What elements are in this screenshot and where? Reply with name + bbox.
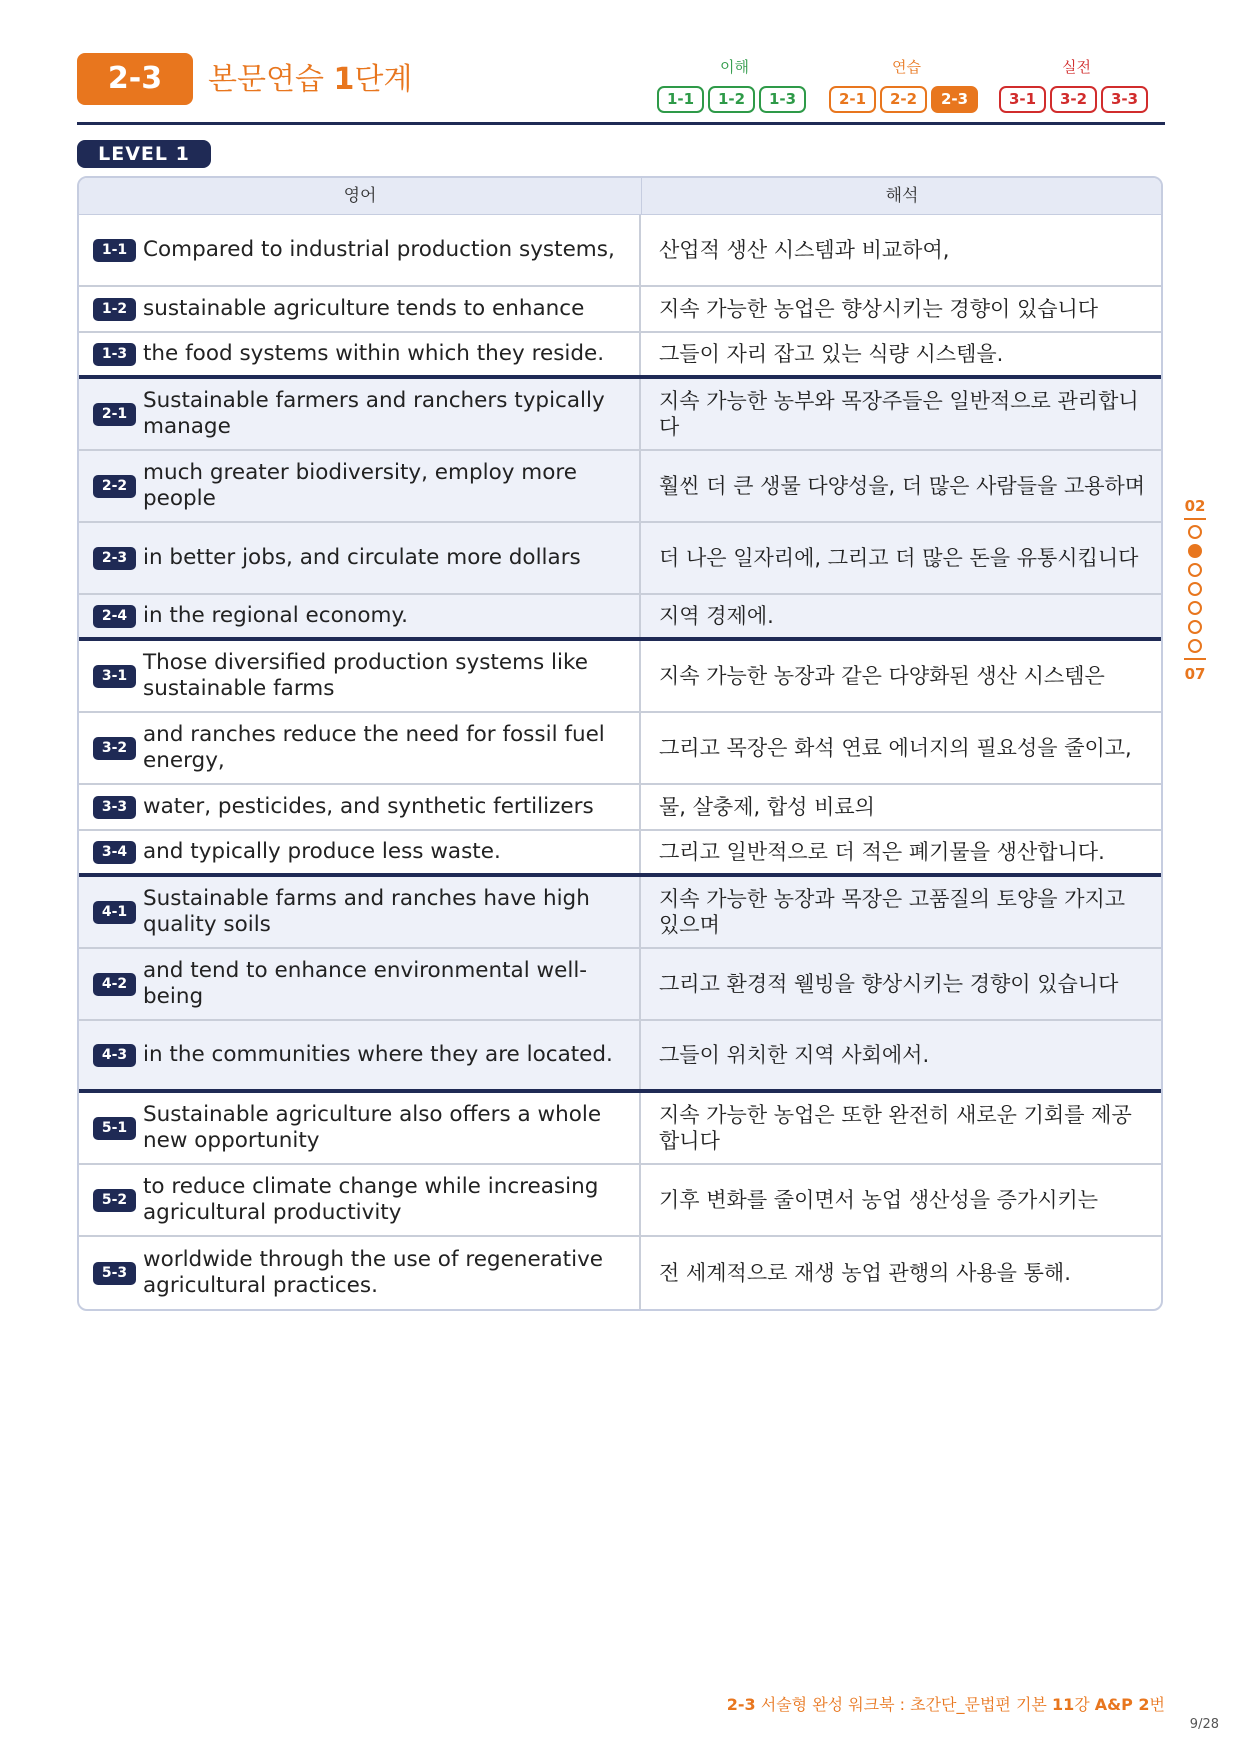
table-row	[79, 1237, 1161, 1309]
stage-chip-2-1[interactable]: 2-1	[829, 86, 876, 113]
table-row	[79, 595, 1161, 641]
korean-translation: 그리고 일반적으로 더 적은 폐기물을 생산합니다.	[659, 840, 1105, 864]
progress-dot[interactable]	[1188, 601, 1202, 615]
stage-chip-1-1[interactable]: 1-1	[657, 86, 704, 113]
english-sentence: and tend to enhance environmental well-being	[143, 958, 588, 1009]
page-title: 본문연습 1단계	[208, 62, 413, 97]
table-row	[79, 831, 1161, 877]
korean-translation: 물, 살충제, 합성 비료의	[659, 795, 875, 819]
korean-translation: 지속 가능한 농업은 향상시키는 경향이 있습니다	[659, 297, 1099, 321]
stage-chip-3-3[interactable]: 3-3	[1101, 86, 1148, 113]
sentence-number: 2-4	[93, 605, 136, 628]
korean-translation: 그들이 자리 잡고 있는 식량 시스템을.	[659, 342, 1004, 366]
sentence-number: 4-3	[93, 1044, 136, 1067]
sentence-number: 3-1	[93, 665, 136, 688]
stage-label: 연습	[892, 58, 921, 76]
korean-translation: 기후 변화를 줄이면서 농업 생산성을 증가시키는	[659, 1188, 1099, 1212]
table-row	[79, 641, 1161, 713]
progress-start-label: 02	[1184, 497, 1206, 515]
stage-chip-1-2[interactable]: 1-2	[708, 86, 755, 113]
table-row	[79, 1021, 1161, 1093]
progress-dot[interactable]	[1188, 620, 1202, 634]
korean-translation: 지역 경제에.	[659, 604, 774, 628]
english-sentence: worldwide through the use of regenerative agricultural practices.	[143, 1247, 604, 1298]
stage-chip-3-2[interactable]: 3-2	[1050, 86, 1097, 113]
table-row	[79, 1165, 1161, 1237]
table-row	[79, 877, 1161, 949]
english-sentence: water, pesticides, and synthetic fertilizers	[143, 794, 594, 819]
progress-end-label: 07	[1184, 665, 1206, 683]
stage-chip-1-3[interactable]: 1-3	[759, 86, 806, 113]
english-sentence: the food systems within which they reside.	[143, 341, 605, 366]
english-sentence: sustainable agriculture tends to enhance	[143, 296, 585, 321]
table-row	[79, 523, 1161, 595]
table-header	[79, 178, 1161, 215]
section-badge: 2-3	[77, 53, 193, 105]
stage-label: 이해	[720, 58, 749, 76]
table-row	[79, 287, 1161, 333]
english-sentence: much greater biodiversity, employ more people	[143, 460, 577, 511]
sentence-number: 1-3	[93, 343, 136, 366]
progress-divider	[1184, 518, 1206, 520]
english-sentence: Sustainable farms and ranches have high quality soils	[143, 886, 590, 937]
header-divider	[77, 122, 1165, 125]
footer-title: 2-3 서술형 완성 워크북 : 초간단_문법편 기본 11강 A&P 2번	[726, 1695, 1165, 1714]
level-badge: LEVEL 1	[77, 140, 211, 168]
progress-dot[interactable]	[1188, 582, 1202, 596]
sentence-number: 4-2	[93, 973, 136, 996]
table-row	[79, 215, 1161, 287]
sentence-number: 1-2	[93, 298, 136, 321]
stage-label: 실전	[1062, 58, 1091, 76]
table-row	[79, 451, 1161, 523]
english-sentence: and ranches reduce the need for fossil fuel energy,	[143, 722, 605, 773]
english-sentence: and typically produce less waste.	[143, 839, 501, 864]
korean-translation: 더 나은 일자리에, 그리고 더 많은 돈을 유통시킵니다	[659, 546, 1139, 570]
sentence-number: 2-3	[93, 547, 136, 570]
korean-translation: 전 세계적으로 재생 농업 관행의 사용을 통해.	[659, 1261, 1071, 1285]
table-row	[79, 333, 1161, 379]
korean-translation: 지속 가능한 농업은 또한 완전히 새로운 기회를 제공합니다	[659, 1103, 1132, 1153]
table-row	[79, 949, 1161, 1021]
sentence-number: 2-1	[93, 403, 136, 426]
english-sentence: in the regional economy.	[143, 603, 408, 628]
progress-divider	[1184, 658, 1206, 660]
english-sentence: Sustainable agriculture also offers a whole new opportunity	[143, 1102, 602, 1153]
sentence-number: 5-2	[93, 1189, 136, 1212]
sentence-number: 5-1	[93, 1117, 136, 1140]
sentence-number: 3-3	[93, 796, 136, 819]
table-row	[79, 379, 1161, 451]
sentence-number: 2-2	[93, 475, 136, 498]
english-sentence: in better jobs, and circulate more dollars	[143, 545, 581, 570]
korean-translation: 산업적 생산 시스템과 비교하여,	[659, 238, 950, 262]
korean-translation: 지속 가능한 농장과 목장은 고품질의 토양을 가지고 있으며	[659, 887, 1126, 937]
progress-dot[interactable]	[1188, 563, 1202, 577]
page-number: 9/28	[1189, 1717, 1219, 1732]
sentence-number: 4-1	[93, 901, 136, 924]
translation-table	[77, 176, 1163, 1311]
column-header-english: 영어	[79, 178, 642, 214]
stage-chip-2-2[interactable]: 2-2	[880, 86, 927, 113]
table-row	[79, 785, 1161, 831]
sentence-number: 1-1	[93, 239, 136, 262]
english-sentence: in the communities where they are located.	[143, 1042, 613, 1067]
sentence-number: 3-2	[93, 737, 136, 760]
english-sentence: to reduce climate change while increasing agricultural productivity	[143, 1174, 599, 1225]
column-header-korean: 해석	[885, 186, 919, 206]
table-row	[79, 713, 1161, 785]
english-sentence: Compared to industrial production systems,	[143, 237, 615, 262]
korean-translation: 그리고 목장은 화석 연료 에너지의 필요성을 줄이고,	[659, 736, 1132, 760]
stage-chip-2-3[interactable]: 2-3	[931, 86, 978, 113]
progress-dot[interactable]	[1188, 639, 1202, 653]
sentence-number: 5-3	[93, 1262, 136, 1285]
english-sentence: Sustainable farmers and ranchers typically manage	[143, 388, 605, 439]
english-sentence: Those diversified production systems like sustainable farms	[143, 650, 588, 701]
sentence-number: 3-4	[93, 841, 136, 864]
korean-translation: 지속 가능한 농장과 같은 다양화된 생산 시스템은	[659, 664, 1105, 688]
progress-dot[interactable]	[1188, 525, 1202, 539]
korean-translation: 지속 가능한 농부와 목장주들은 일반적으로 관리합니다	[659, 389, 1139, 439]
stage-chip-3-1[interactable]: 3-1	[999, 86, 1046, 113]
korean-translation: 그리고 환경적 웰빙을 향상시키는 경향이 있습니다	[659, 972, 1119, 996]
korean-translation: 그들이 위치한 지역 사회에서.	[659, 1043, 930, 1067]
korean-translation: 훨씬 더 큰 생물 다양성을, 더 많은 사람들을 고용하며	[659, 474, 1146, 498]
section-progress-nav	[1180, 497, 1210, 683]
progress-dot-active[interactable]	[1188, 544, 1202, 558]
table-row	[79, 1093, 1161, 1165]
